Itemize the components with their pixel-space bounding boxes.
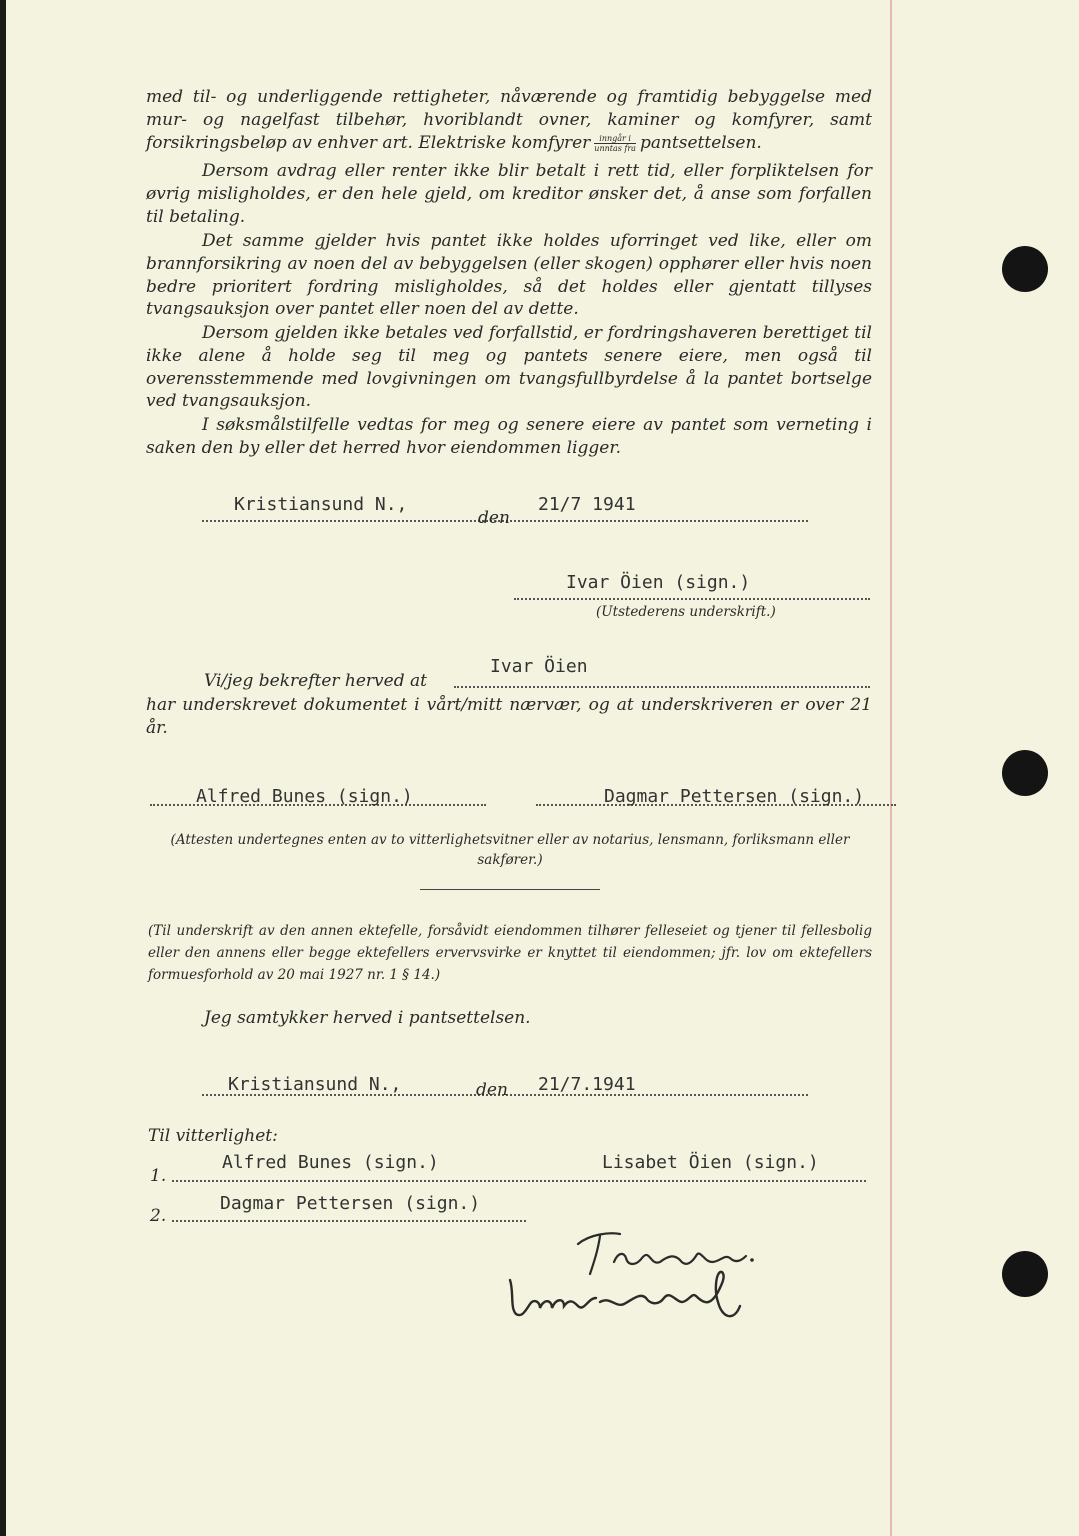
spouse-signature: Lisabet Öien (sign.) <box>602 1152 819 1173</box>
fraction: $\frac{\text{inngår i}}{\text{unntas fra}}$ <box>594 133 636 153</box>
document-page <box>6 0 1079 1536</box>
punch-hole <box>1002 750 1048 796</box>
confirm-prefix: Vi/jeg bekrefter herved at <box>204 671 427 691</box>
issuer-signature-line <box>514 598 870 600</box>
witness-2a: Dagmar Pettersen (sign.) <box>604 786 865 807</box>
den-label-2: den <box>476 1080 508 1100</box>
paragraph-default: Dersom avdrag eller renter ikke blir betalt i rett tid, eller forpliktelsen for øvrig misligholdes, er den hele gjeld, om kreditor ønsker det, å anse som forfallen til betaling. <box>146 161 872 227</box>
date-2: 21/7.1941 <box>538 1074 636 1095</box>
confirm-name: Ivar Öien <box>490 656 588 677</box>
confirm-name-line <box>454 686 870 688</box>
spouse-note: (Til underskrift av den annen ektefelle, forsåvidt eiendommen tilhører felleseiet og tjener til fellesbolig eller den annens eller begge ektefellers ervervsvirke er knyttet til eiendommen; jfr. lov om ektefellers formuesforhold av 20 mai 1927 nr. 1 § 14.) <box>148 923 872 983</box>
consent-text: Jeg samtykker herved i pantsettelsen. <box>204 1008 531 1028</box>
paragraph-enforcement: Dersom gjelden ikke betales ved forfallstid, er fordringshaveren berettiget til ikke alene å holde seg til meg og pantets senere eiere, men også til overensstemmende med lovgivningen om tvangsfullbyrdelse å la pantet bortselge ved tvangsauksjon. <box>146 323 872 412</box>
witness-heading: Til vitterlighet: <box>148 1126 278 1146</box>
witness-line-b2 <box>172 1220 526 1222</box>
place-1: Kristiansund N., <box>234 494 408 515</box>
witness-1b: Alfred Bunes (sign.) <box>222 1152 439 1173</box>
issuer-caption: (Utstederens underskrift.) <box>596 604 776 620</box>
place-2: Kristiansund N., <box>228 1074 402 1095</box>
red-margin-line <box>890 0 892 1536</box>
confirm-rest: har underskrevet dokumentet i vårt/mitt nærvær, og at underskriveren er over 21 år. <box>146 695 872 738</box>
paragraph-condition: Det samme gjelder hvis pantet ikke holdes uforringet ved like, eller om brannforsikring av noen del av bebyggelsen (eller skogen) opphører eller hvis noen bedre prioritert fordring misligholdes, så det holdes eller gjentatt tillyses tvangsauksjon over pantet eller noen del av dette. <box>146 231 872 320</box>
issuer-signature: Ivar Öien (sign.) <box>566 572 751 593</box>
witness-line-b1 <box>172 1180 866 1182</box>
paragraph-property: med til- og underliggende rettigheter, nåværende og framtidig bebyggelse med mur- og nagelfast tilbehør, hvoriblandt ovner, kaminer og komfyrer, samt forsikringsbeløp av enhver art. Elektriske komfyrer $\frac{\text{inngår i}}{\text{unntas fra}}$ pantsettelsen. <box>146 87 872 153</box>
paragraph-venue: I søksmålstilfelle vedtas for meg og senere eiere av pantet som verneting i saken den by eller det herred hvor eiendommen ligger. <box>146 415 872 458</box>
divider <box>420 889 600 890</box>
handwritten-signature <box>500 1262 770 1332</box>
date-1: 21/7 1941 <box>538 494 636 515</box>
witness-2b: Dagmar Pettersen (sign.) <box>220 1193 481 1214</box>
witness-number-1: 1. <box>150 1166 167 1186</box>
den-label-1: den <box>478 508 510 528</box>
punch-hole <box>1002 1251 1048 1297</box>
punch-hole <box>1002 246 1048 292</box>
witness-1a: Alfred Bunes (sign.) <box>196 786 413 807</box>
attest-note: (Attesten undertegnes enten av to vitterlighetsvitner eller av notarius, lensmann, forliksmann eller sakfører.) <box>170 832 850 868</box>
witness-number-2: 2. <box>150 1206 167 1226</box>
